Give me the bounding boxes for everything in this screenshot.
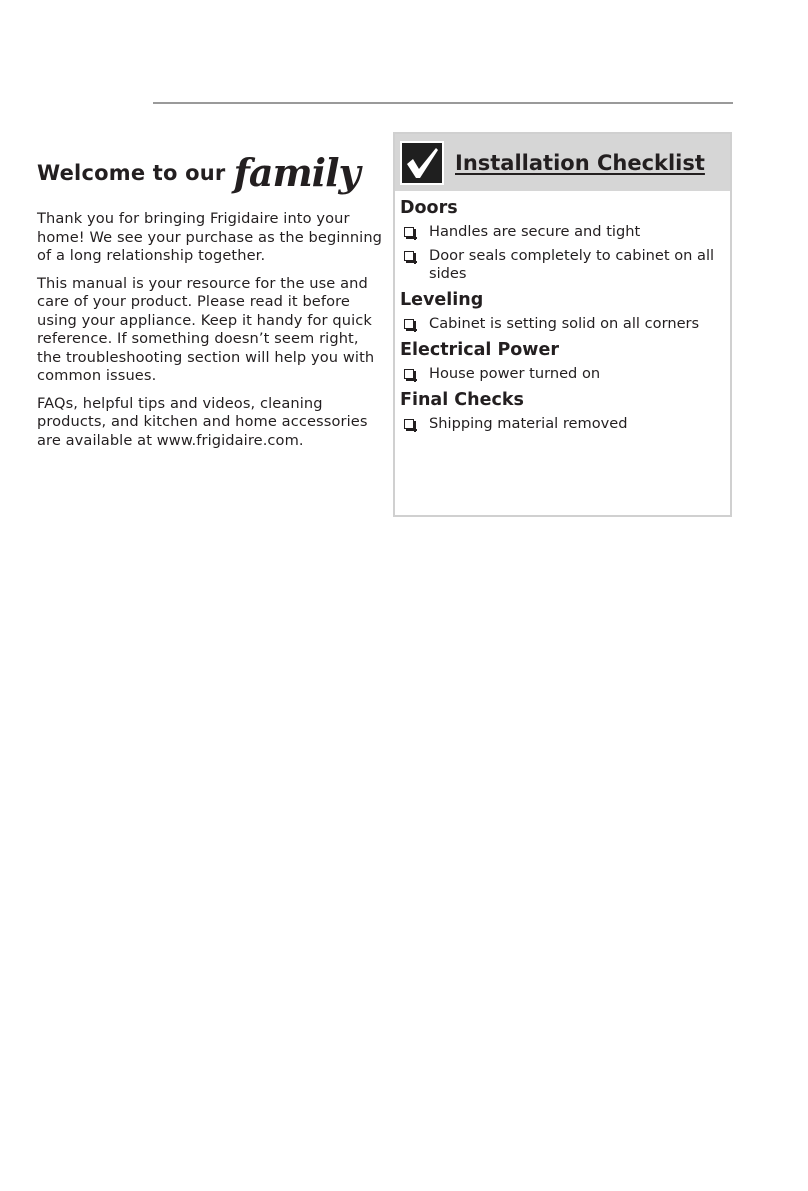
checklist-item — [400, 247, 730, 283]
checklist-item — [400, 223, 730, 241]
checklist-item-label: Door seals completely to cabinet on all sides — [429, 247, 715, 282]
checkbox-icon — [404, 227, 414, 237]
checklist-section-leveling — [400, 289, 730, 333]
checklist-section-electrical-power — [400, 339, 730, 383]
section-heading: Electrical Power — [400, 340, 559, 360]
checklist-section-doors — [400, 197, 730, 283]
checklist-item-label: Handles are secure and tight — [429, 223, 641, 240]
top-divider — [153, 102, 733, 104]
section-heading: Doors — [400, 198, 458, 218]
checkmark-icon — [400, 141, 444, 185]
welcome-title-script: family — [233, 150, 360, 195]
installation-checklist — [393, 132, 732, 517]
checkmark-glyph — [403, 144, 441, 182]
checklist-item-label: Shipping material removed — [429, 415, 628, 432]
checklist-item — [400, 415, 730, 433]
checklist-section-final-checks — [400, 389, 730, 433]
checkbox-icon — [404, 419, 414, 429]
checklist-item — [400, 315, 730, 333]
welcome-title — [37, 138, 387, 204]
welcome-paragraph: FAQs, helpful tips and videos, cleaning products, and kitchen and home accessories are available at www.frigidaire.com. — [37, 394, 368, 449]
checkbox-icon — [404, 369, 414, 379]
checkbox-icon — [404, 251, 414, 261]
checklist-item-label: House power turned on — [429, 365, 601, 382]
checklist-title: Installation Checklist — [455, 150, 705, 175]
welcome-paragraph: Thank you for bringing Frigidaire into your home! We see your purchase as the beginning of a long relationship together. — [37, 210, 383, 264]
welcome-title-lead: Welcome to our — [37, 161, 226, 185]
welcome-paragraph: This manual is your resource for the use and care of your product. Please read it before using your appliance. Keep it handy for quick reference. If something doesn’t seem right, the troubleshooting section will help you with common issues. — [37, 274, 375, 384]
section-heading: Leveling — [400, 290, 484, 310]
checklist-item — [400, 365, 730, 383]
section-heading: Final Checks — [400, 390, 524, 410]
checklist-header — [395, 134, 730, 191]
checkbox-icon — [404, 319, 414, 329]
checklist-body — [395, 191, 730, 433]
welcome-column — [37, 138, 387, 459]
checklist-item-label: Cabinet is setting solid on all corners — [429, 315, 700, 332]
